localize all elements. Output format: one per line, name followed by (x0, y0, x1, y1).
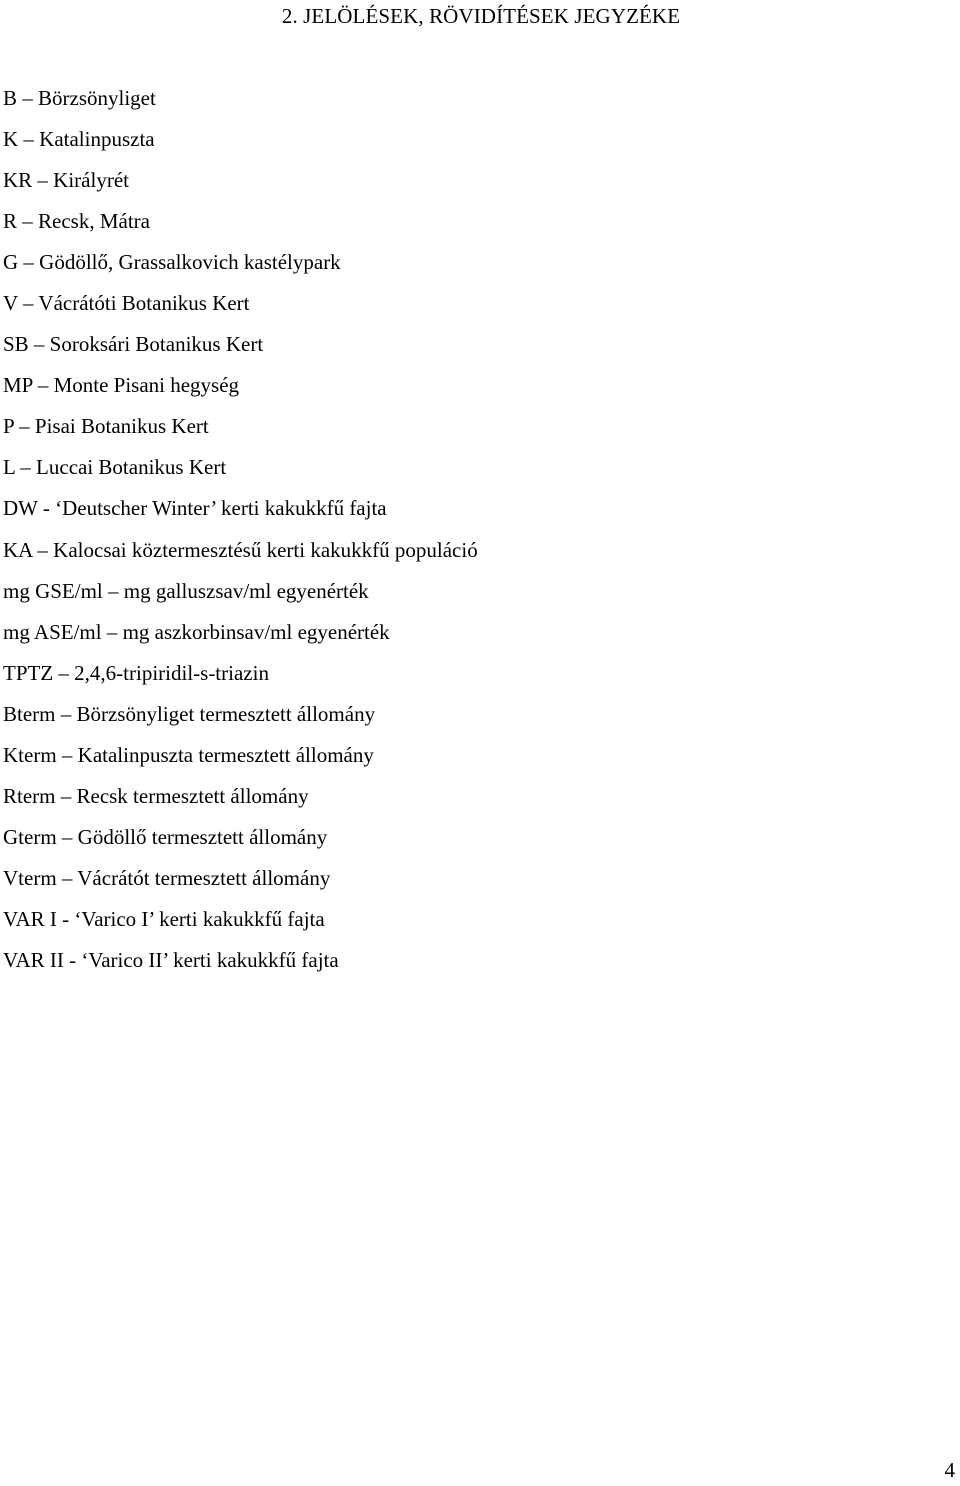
abbreviation-list (3, 84, 478, 987)
list-item: K – Katalinpuszta (3, 127, 155, 152)
list-item: Kterm – Katalinpuszta termesztett állomány (3, 742, 374, 767)
list-item: VAR II - ‘Varico II’ kerti kakukkfű fajta (3, 947, 339, 972)
list-item: TPTZ – 2,4,6-tripiridil-s-triazin (3, 660, 269, 685)
list-item: MP – Monte Pisani hegység (3, 373, 240, 398)
list-item: L – Luccai Botanikus Kert (3, 455, 227, 480)
list-item: SB – Soroksári Botanikus Kert (3, 332, 264, 357)
list-item: G – Gödöllő, Grassalkovich kastélypark (3, 250, 341, 275)
list-item: DW - ‘Deutscher Winter’ kerti kakukkfű fajta (3, 496, 387, 521)
list-item: mg ASE/ml – mg aszkorbinsav/ml egyenérték (3, 619, 390, 644)
list-item: mg GSE/ml – mg galluszsav/ml egyenérték (3, 578, 369, 603)
page-number: 4 (944, 1458, 955, 1482)
list-item: P – Pisai Botanikus Kert (3, 414, 209, 439)
list-item: R – Recsk, Mátra (3, 209, 150, 234)
page-title-text: 2. JELÖLÉSEK, RÖVIDÍTÉSEK JEGYZÉKE (281, 4, 681, 28)
list-item: VAR I - ‘Varico I’ kerti kakukkfű fajta (3, 906, 325, 931)
list-item: Vterm – Vácrátót termesztett állomány (3, 865, 331, 890)
page-title (0, 3, 960, 29)
list-item: KA – Kalocsai köztermesztésű kerti kakukkfű populáció (3, 537, 478, 562)
list-item: Rterm – Recsk termesztett állomány (3, 783, 309, 808)
list-item: B – Börzsönyliget (3, 86, 156, 110)
list-item: KR – Királyrét (3, 168, 129, 193)
list-item: Gterm – Gödöllő termesztett állomány (3, 824, 328, 849)
list-item: V – Vácrátóti Botanikus Kert (3, 291, 250, 316)
list-item: Bterm – Börzsönyliget termesztett állomány (3, 701, 376, 726)
